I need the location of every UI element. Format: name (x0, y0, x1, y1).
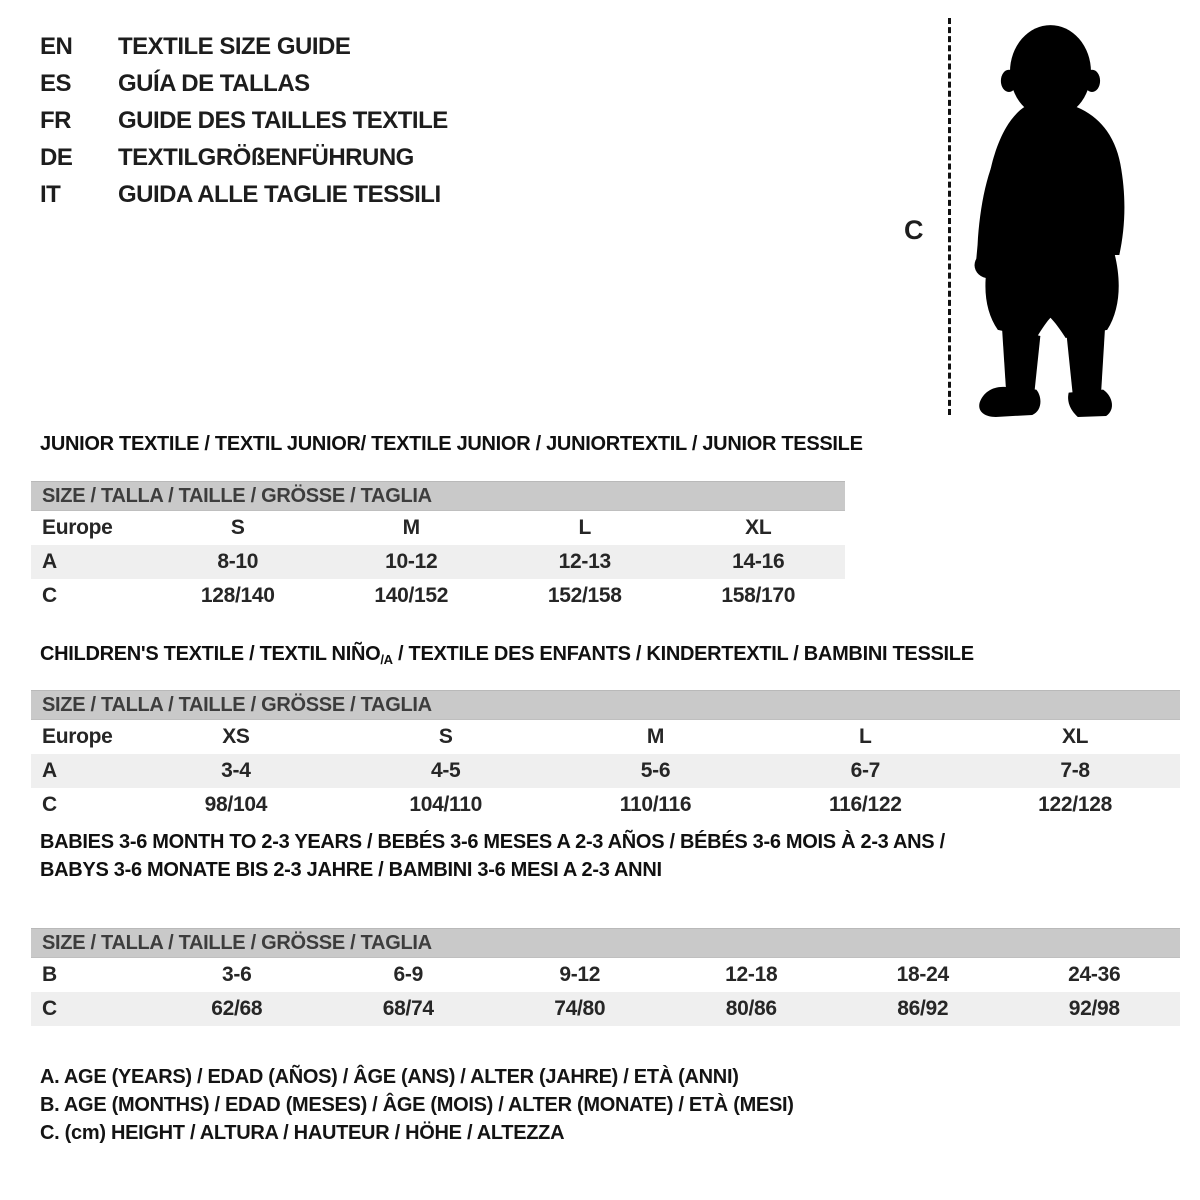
table-cell: 3-4 (221, 759, 251, 782)
table-cell: 80/86 (725, 997, 777, 1020)
table-cell: M (402, 516, 420, 539)
section-title-line-1: BABIES 3-6 MONTH TO 2-3 YEARS / BEBÉS 3-6 MESES A 2-3 AÑOS / BÉBÉS 3-6 MOIS À 2-3 ANS / (40, 831, 945, 853)
table-cell: A (42, 550, 57, 573)
table-row (31, 579, 845, 613)
language-title-list (40, 28, 448, 213)
language-row (40, 102, 448, 139)
table-cell: 104/110 (409, 793, 483, 816)
table-cell: 24-36 (1068, 963, 1121, 986)
table-cell: 122/128 (1038, 793, 1112, 816)
table-cell: 110/116 (619, 793, 692, 816)
table-cell: 98/104 (204, 793, 268, 816)
table-cell: 4-5 (430, 759, 461, 782)
table-row (31, 958, 1180, 992)
table-cell: 3-6 (222, 963, 252, 986)
language-code: DE (40, 143, 73, 171)
language-code: IT (40, 180, 61, 208)
table-row (31, 511, 845, 545)
section-title-babies (40, 831, 945, 887)
table-cell: 152/158 (547, 584, 622, 607)
size-header-bar: SIZE / TALLA / TAILLE / GRÖSSE / TAGLIA (31, 928, 1180, 958)
height-measure-label: C (904, 215, 924, 245)
size-header-bar: SIZE / TALLA / TAILLE / GRÖSSE / TAGLIA (31, 481, 845, 511)
section-title-junior: JUNIOR TEXTILE / TEXTIL JUNIOR/ TEXTILE JUNIOR / JUNIORTEXTIL / JUNIOR TESSILE (40, 433, 863, 455)
section-title-children (40, 643, 974, 667)
table-cell: 5-6 (640, 759, 671, 782)
table-cell: 6-7 (850, 759, 881, 782)
size-table-babies (31, 928, 1180, 1026)
table-cell: XS (222, 725, 250, 748)
table-row (31, 720, 1180, 754)
table-cell: 10-12 (385, 550, 438, 573)
note-height-cm: C. (cm) HEIGHT / ALTURA / HAUTEUR / HÖHE / ALTEZZA (40, 1122, 565, 1144)
table-cell: M (646, 725, 665, 748)
language-code: ES (40, 69, 72, 97)
measurement-notes (40, 1066, 794, 1150)
table-cell: S (438, 725, 453, 748)
table-cell: C (42, 997, 57, 1020)
table-cell: 9-12 (559, 963, 601, 986)
table-row (31, 754, 1180, 788)
table-row (31, 545, 845, 579)
baby-silhouette-icon (960, 14, 1145, 419)
table-cell: 6-9 (393, 963, 423, 986)
table-row (31, 788, 1180, 822)
table-cell: Europe (42, 725, 113, 748)
guide-title-en: TEXTILE SIZE GUIDE (118, 32, 351, 60)
section-title-subscript: /A (380, 652, 393, 667)
table-cell: XL (745, 516, 772, 539)
language-row (40, 28, 448, 65)
section-title-text: / TEXTILE DES ENFANTS / KINDERTEXTIL / BAMBINI TESSILE (392, 643, 974, 665)
table-cell: L (859, 725, 872, 748)
table-cell: 128/140 (200, 584, 275, 607)
size-table-children (31, 690, 1180, 822)
note-age-months: B. AGE (MONTHS) / EDAD (MESES) / ÂGE (MOIS) / ALTER (MONATE) / ETÀ (MESI) (40, 1094, 794, 1116)
table-cell: 92/98 (1068, 997, 1120, 1020)
section-title-line-2: BABYS 3-6 MONATE BIS 2-3 JAHRE / BAMBINI 3-6 MESI A 2-3 ANNI (40, 859, 662, 881)
table-cell: 18-24 (896, 963, 949, 986)
table-cell: 74/80 (554, 997, 606, 1020)
table-cell: 140/152 (374, 584, 449, 607)
size-table-junior (31, 481, 845, 613)
guide-title-es: GUÍA DE TALLAS (118, 69, 310, 97)
language-row (40, 65, 448, 102)
table-cell: 62/68 (211, 997, 263, 1020)
table-cell: S (230, 516, 245, 539)
note-age-years: A. AGE (YEARS) / EDAD (AÑOS) / ÂGE (ANS) / ALTER (JAHRE) / ETÀ (ANNI) (40, 1066, 739, 1088)
guide-title-it: GUIDA ALLE TAGLIE TESSILI (118, 180, 441, 208)
table-cell: 86/92 (897, 997, 949, 1020)
table-cell: L (578, 516, 592, 539)
table-cell: 14-16 (732, 550, 785, 573)
table-cell: C (42, 793, 57, 816)
guide-title-de: TEXTILGRÖßENFÜHRUNG (118, 143, 414, 171)
table-row (31, 992, 1180, 1026)
table-cell: Europe (42, 516, 113, 539)
table-cell: 116/122 (828, 793, 902, 816)
table-cell: 68/74 (382, 997, 434, 1020)
table-cell: 12-18 (725, 963, 778, 986)
table-cell: C (42, 584, 57, 607)
language-code: EN (40, 32, 73, 60)
table-cell: 7-8 (1060, 759, 1090, 782)
language-row (40, 176, 448, 213)
guide-title-fr: GUIDE DES TAILLES TEXTILE (118, 106, 448, 134)
language-row (40, 139, 448, 176)
height-measure-dashed-line (948, 18, 951, 415)
language-code: FR (40, 106, 71, 134)
table-cell: B (42, 963, 57, 986)
section-title-text: CHILDREN'S TEXTILE / TEXTIL NIÑO (40, 643, 381, 665)
table-cell: XL (1061, 725, 1089, 748)
table-cell: 158/170 (721, 584, 796, 607)
table-cell: 8-10 (217, 550, 259, 573)
table-cell: A (42, 759, 57, 782)
table-cell: 12-13 (558, 550, 611, 573)
size-header-bar: SIZE / TALLA / TAILLE / GRÖSSE / TAGLIA (31, 690, 1180, 720)
